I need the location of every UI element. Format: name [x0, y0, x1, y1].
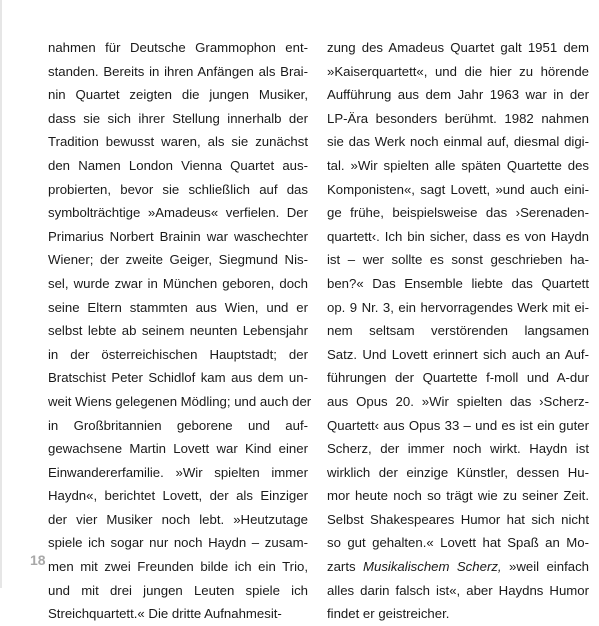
text-line: [327, 555, 589, 579]
page-number: 18: [30, 552, 46, 568]
text-line: mor heute noch so trägt wie zu seiner Zeit.: [327, 488, 589, 504]
text-line: Einwandererfamilie. »Wir spielten immer: [48, 464, 308, 480]
text-line: seine Eltern stammten aus Wien, und er: [48, 299, 308, 315]
text-line: den Namen London Vienna Quartet aus-: [48, 157, 308, 173]
text-line: und mit drei jungen Leuten spiele ich: [48, 582, 308, 598]
text-line: dass sie sich ihrer Stellung innerhalb der: [48, 110, 308, 126]
text-line: Primarius Norbert Brainin war waschechter: [48, 228, 308, 244]
text-line: standen. Bereits in ihren Anfängen als Brai-: [48, 63, 308, 79]
text-line: in Großbritannien geborene und auf-: [48, 417, 308, 433]
text-line: Bratschist Peter Schidlof kam aus dem un-: [48, 370, 308, 386]
text-line: gewachsene Martin Lovett war Kind einer: [48, 441, 308, 457]
text-run: zarts: [327, 559, 363, 575]
text-line: quartett‹. Ich bin sicher, dass es von Haydn: [327, 228, 589, 244]
text-line: LP-Ära besonders berühmt. 1982 nahmen: [327, 110, 589, 126]
text-line: ge frühe, beispielsweise das ›Serenaden-: [327, 205, 589, 221]
text-line: Scherz, der immer noch wirkt. Haydn ist: [327, 441, 589, 457]
text-line: Streichquartett.« Die dritte Aufnahmesit-: [48, 606, 282, 622]
text-run: »weil einfach: [501, 559, 589, 575]
text-line: führungen der Quartette f-moll und A-dur: [327, 370, 589, 386]
text-line: probierten, bevor sie schließlich auf das: [48, 181, 308, 197]
text-line: aus Opus 20. »Wir spielten das ›Scherz-: [327, 393, 589, 409]
text-line: Haydn«, berichtet Lovett, der als Einziger: [48, 488, 308, 504]
text-line: Komponisten«, sagt Lovett, »und auch eini-: [327, 181, 589, 197]
text-line: zung des Amadeus Quartet galt 1951 dem: [327, 40, 589, 55]
text-line: weit Wiens gelegenen Mödling; und auch der: [48, 393, 312, 409]
text-line: Quartett‹ aus Opus 33 – und es ist ein guter: [327, 417, 589, 433]
right-text-column: [327, 36, 589, 626]
text-line: symbolträchtige »Amadeus« verfielen. Der: [48, 205, 308, 221]
text-line: tal. »Wir spielten alle späten Quartette des: [327, 157, 589, 173]
text-line: sel, wurde zwar in München geboren, doch: [48, 275, 308, 291]
page-edge: [0, 0, 2, 588]
work-title-italic: Musikalischem Scherz,: [363, 559, 502, 575]
text-line: Aufführung aus dem Jahr 1963 war in der: [327, 87, 589, 103]
text-line: Selbst Shakespeares Humor hat sich nicht: [327, 511, 589, 527]
text-line: Tradition bewusst waren, als sie zunächst: [48, 134, 308, 150]
text-line: nahmen für Deutsche Grammophon ent-: [48, 40, 308, 55]
text-line: ist – wer sollte es sonst geschrieben ha-: [327, 252, 589, 268]
text-line: Wiener; der zweite Geiger, Siegmund Nis-: [48, 252, 308, 268]
text-line: ben?« Das Ensemble liebte das Quartett: [327, 275, 589, 291]
text-line: wirklich der einzige Künstler, dessen Hu-: [327, 464, 589, 480]
text-line: men mit zwei Freunden bilde ich ein Trio,: [48, 559, 308, 575]
text-line: alles darin falsch ist«, aber Haydns Humor: [327, 582, 589, 598]
text-line: in der österreichischen Hauptstadt; der: [48, 346, 308, 362]
text-line: findet er geistreicher.: [327, 606, 450, 622]
text-line: so gut gehalten.« Lovett hat Spaß an Mo-: [327, 535, 589, 551]
left-text-column: [48, 36, 312, 626]
text-line: nem seltsam verstörenden langsamen: [327, 323, 589, 339]
text-line: op. 9 Nr. 3, ein hervorragendes Werk mit ei-: [327, 299, 589, 315]
text-line: spiele ich sogar nur noch Haydn – zusam-: [48, 535, 308, 551]
text-line: der vier Musiker noch lebt. »Heutzutage: [48, 511, 308, 527]
text-line: sie das Werk noch einmal auf, diesmal digi-: [327, 134, 589, 150]
text-line: Satz. Und Lovett erinnert sich auch an Auf-: [327, 346, 589, 362]
text-line: »Kaiserquartett«, und die hier zu hörende: [327, 63, 589, 79]
text-line: selbst lebte ab seinem neunten Lebensjahr: [48, 323, 308, 339]
text-line: nin Quartet zeigten die jungen Musiker,: [48, 87, 308, 103]
